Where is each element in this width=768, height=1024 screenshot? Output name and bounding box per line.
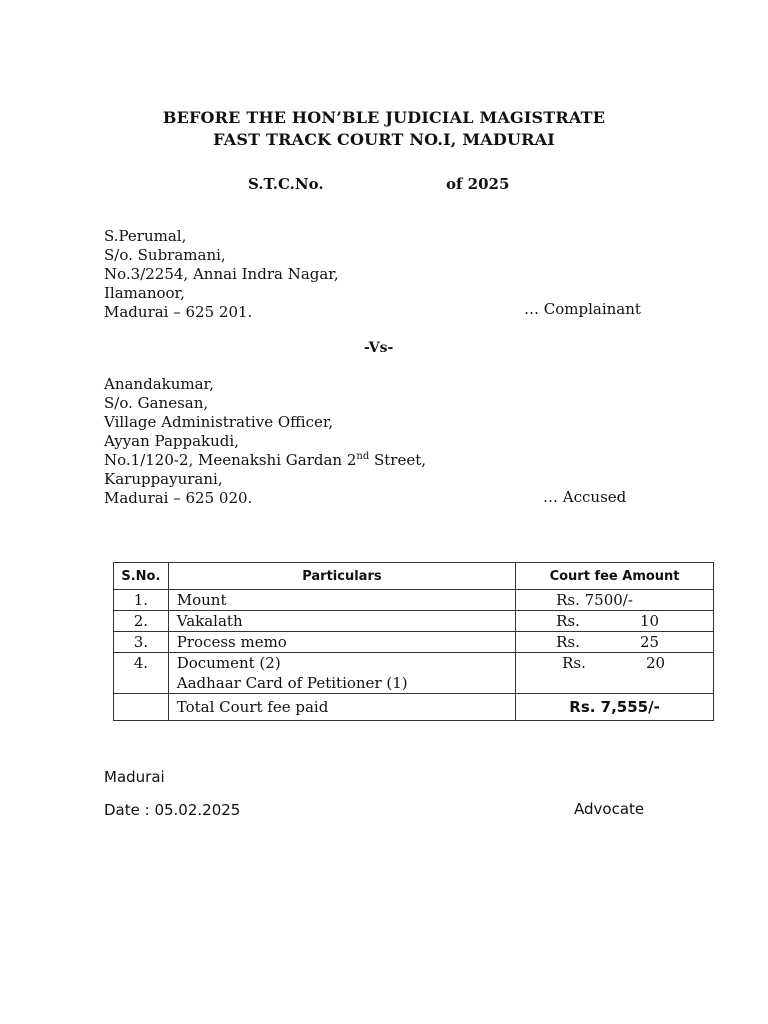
fee-amount: 10 (640, 612, 660, 630)
address-line: Madurai – 625 020. (104, 489, 253, 507)
fee-cell: Rs. 7500/- (516, 590, 714, 611)
total-amount: Rs. 7,555/- (516, 694, 714, 721)
address-line: Karuppayurani, (104, 470, 223, 488)
court-title-line-2: FAST TRACK COURT NO.I, MADURAI (213, 130, 555, 149)
column-header-fee: Court fee Amount (516, 563, 714, 590)
complainant-role: … Complainant (524, 300, 641, 318)
table-row (114, 590, 714, 611)
sno-cell: 2. (114, 611, 169, 632)
stc-number-label: S.T.C.No. (248, 175, 324, 193)
fee-currency: Rs. (556, 633, 580, 651)
court-fee-table (113, 562, 714, 721)
address-line: Ilamanoor, (104, 284, 185, 302)
address-line: Ayyan Pappakudi, (104, 432, 239, 450)
address-line: S/o. Subramani, (104, 246, 226, 264)
fee-currency: Rs. (556, 612, 580, 630)
address-line: Madurai – 625 201. (104, 303, 253, 321)
column-header-particulars: Particulars (168, 563, 515, 590)
fee-cell (516, 653, 714, 694)
address-line: Anandakumar, (104, 375, 214, 393)
case-year: of 2025 (446, 175, 510, 193)
fee-currency: Rs. (562, 654, 586, 672)
address-line-text: No.1/120-2, Meenakshi Gardan 2 (104, 451, 357, 469)
total-row (114, 694, 714, 721)
table-row (114, 653, 714, 694)
particulars-cell: Process memo (168, 632, 515, 653)
particulars-cell (168, 653, 515, 694)
particulars-line: Document (2) (176, 654, 281, 672)
fee-amount: 20 (646, 654, 666, 672)
address-line: S.Perumal, (104, 227, 187, 245)
total-label: Total Court fee paid (168, 694, 515, 721)
particulars-line: Aadhaar Card of Petitioner (1) (176, 674, 408, 692)
fee-cell (516, 632, 714, 653)
accused-role: … Accused (543, 488, 627, 506)
address-line: No.3/2254, Annai Indra Nagar, (104, 265, 339, 283)
address-line-tail: Street, (369, 451, 427, 469)
ordinal-superscript: nd (356, 451, 370, 462)
table-row (114, 632, 714, 653)
column-header-sno: S.No. (114, 563, 169, 590)
sno-cell: 3. (114, 632, 169, 653)
sno-cell: 4. (114, 653, 169, 694)
address-line: Village Administrative Officer, (104, 413, 334, 431)
address-line (104, 451, 426, 470)
table-header-row (114, 563, 714, 590)
signatory: Advocate (574, 800, 645, 818)
place: Madurai (104, 768, 165, 786)
court-title-line-1: BEFORE THE HON’BLE JUDICIAL MAGISTRATE (162, 108, 606, 127)
fee-cell (516, 611, 714, 632)
sno-cell-empty (114, 694, 169, 721)
accused-address (104, 375, 426, 508)
table-row (114, 611, 714, 632)
versus-label: -Vs- (364, 340, 394, 356)
date: Date : 05.02.2025 (104, 801, 241, 819)
fee-amount: 25 (640, 633, 660, 651)
particulars-cell: Mount (168, 590, 515, 611)
particulars-cell: Vakalath (168, 611, 515, 632)
sno-cell: 1. (114, 590, 169, 611)
complainant-address (104, 227, 339, 322)
address-line: S/o. Ganesan, (104, 394, 209, 412)
